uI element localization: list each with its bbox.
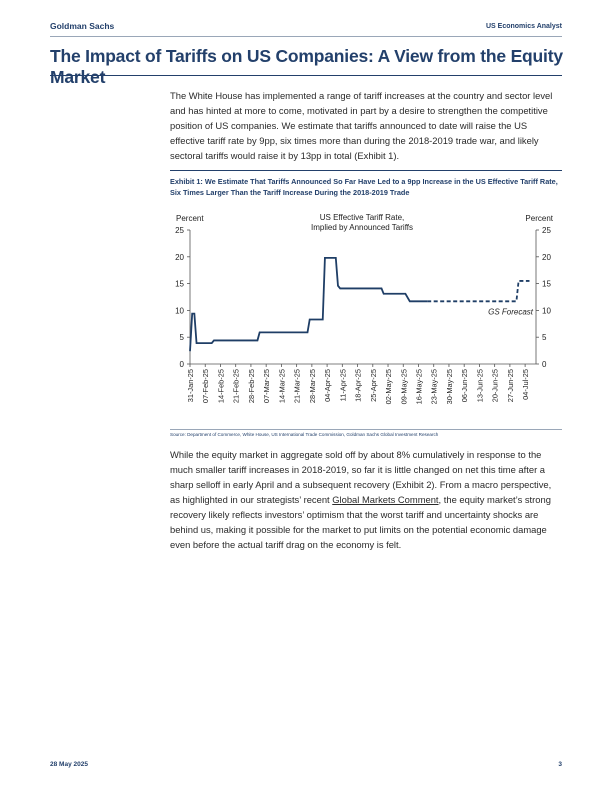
forecast-line — [427, 281, 529, 301]
exhibit-bottom-rule — [170, 429, 562, 430]
x-tick-label: 14-Feb-25 — [216, 369, 226, 404]
x-tick-label: 13-Jun-25 — [475, 369, 485, 403]
x-tick-label: 25-Apr-25 — [368, 369, 378, 402]
page-number: 3 — [558, 761, 562, 768]
footer-date: 28 May 2025 — [50, 761, 88, 768]
y-tick-label-left: 15 — [175, 279, 184, 289]
header-divider — [50, 36, 562, 37]
brand-name: Goldman Sachs — [50, 21, 115, 31]
y-axis-label-right: Percent — [525, 214, 553, 223]
y-tick-label-right: 0 — [542, 360, 547, 369]
chart-title-line-2: Implied by Announced Tariffs — [311, 223, 413, 232]
x-tick-label: 02-May-25 — [384, 369, 394, 405]
y-tick-label-right: 5 — [542, 333, 547, 343]
chart-title-line-1: US Effective Tariff Rate, — [319, 213, 405, 222]
x-tick-label: 06-Jun-25 — [460, 369, 470, 403]
x-tick-label: 27-Jun-25 — [505, 369, 515, 403]
y-tick-label-left: 20 — [175, 252, 184, 262]
x-tick-label: 07-Feb-25 — [201, 369, 211, 404]
x-tick-label: 21-Feb-25 — [231, 369, 241, 404]
exhibit-source: Source: Department of Commerce, White House, US International Trade Commission, Goldman Sachs Global Investment Research — [170, 432, 439, 437]
x-tick-label: 16-May-25 — [414, 369, 424, 405]
y-tick-label-right: 20 — [542, 252, 551, 262]
gs-forecast-label: GS Forecast — [488, 307, 533, 317]
x-tick-label: 31-Jan-25 — [186, 369, 195, 403]
y-tick-label-left: 10 — [175, 306, 184, 316]
x-tick-label: 04-Jul-25 — [521, 369, 531, 400]
y-tick-label-left: 5 — [179, 333, 184, 343]
y-axis-label-left: Percent — [176, 214, 204, 223]
chart-svg — [170, 208, 562, 426]
y-tick-label-left: 0 — [179, 360, 184, 369]
y-tick-label-right: 25 — [542, 226, 551, 235]
x-tick-label: 09-May-25 — [399, 369, 409, 405]
y-tick-label-left: 25 — [175, 226, 184, 235]
section-name: US Economics Analyst — [486, 23, 562, 30]
tariff-rate-line — [190, 258, 427, 351]
x-tick-label: 11-Apr-25 — [338, 369, 348, 402]
equity-paragraph — [170, 447, 562, 552]
x-tick-label: 18-Apr-25 — [353, 369, 363, 402]
tariff-rate-chart — [170, 208, 562, 426]
x-tick-label: 21-Mar-25 — [292, 369, 302, 404]
y-tick-label-right: 10 — [542, 306, 551, 316]
x-tick-label: 30-May-25 — [444, 369, 454, 405]
x-tick-label: 28-Mar-25 — [307, 369, 317, 404]
intro-paragraph: The White House has implemented a range of tariff increases at the country and sector level and has hinted at more to come, motivated in part by a desire to strengthen the competitive position of US companies. We estimate that tariffs announced to date will raise the US effective tariff rate by 9pp, six times more than during the 2018-2019 trade war, and likely sectoral tariffs would raise it by 13pp in total (Exhibit 1). — [170, 90, 553, 161]
x-tick-label: 28-Feb-25 — [246, 369, 256, 404]
x-tick-label: 04-Apr-25 — [323, 369, 333, 402]
paragraph-text-start: While the equity market in aggregate sold off by about 8% cumulatively in response to the much smaller tariff increases in 2018-2019, so far it is little changed on net this time after a sharp selloff in early April and a subsequent recovery (Exhibit 2). From a macro perspective, as highlighted in our strategists’ recent — [170, 449, 552, 505]
page-title: The Impact of Tariffs on US Companies: A View from the Equity Market — [50, 46, 563, 87]
x-tick-label: 14-Mar-25 — [277, 369, 287, 404]
exhibit-top-rule — [170, 170, 562, 171]
x-tick-label: 20-Jun-25 — [490, 369, 500, 403]
exhibit-title: Exhibit 1: We Estimate That Tariffs Announced So Far Have Led to a 9pp Increase in the US Effective Tariff Rate, Six Times Larger Than the Tariff Increase During the 2018-2019 Trade — [170, 177, 558, 197]
y-tick-label-right: 15 — [542, 279, 551, 289]
x-tick-label: 23-May-25 — [429, 369, 439, 405]
global-markets-comment-link[interactable]: Global Markets Comment — [332, 494, 439, 505]
x-tick-label: 07-Mar-25 — [262, 369, 272, 404]
title-divider — [50, 75, 562, 76]
paragraph-text-end: , the equity market’s strong recovery likely reflects investors’ optimism that the worst tariff and uncertainty shocks are behind us, making it possible for the market to put limits on the potential economic damage even before the actual tariff drag on the economy is felt. — [170, 494, 551, 550]
